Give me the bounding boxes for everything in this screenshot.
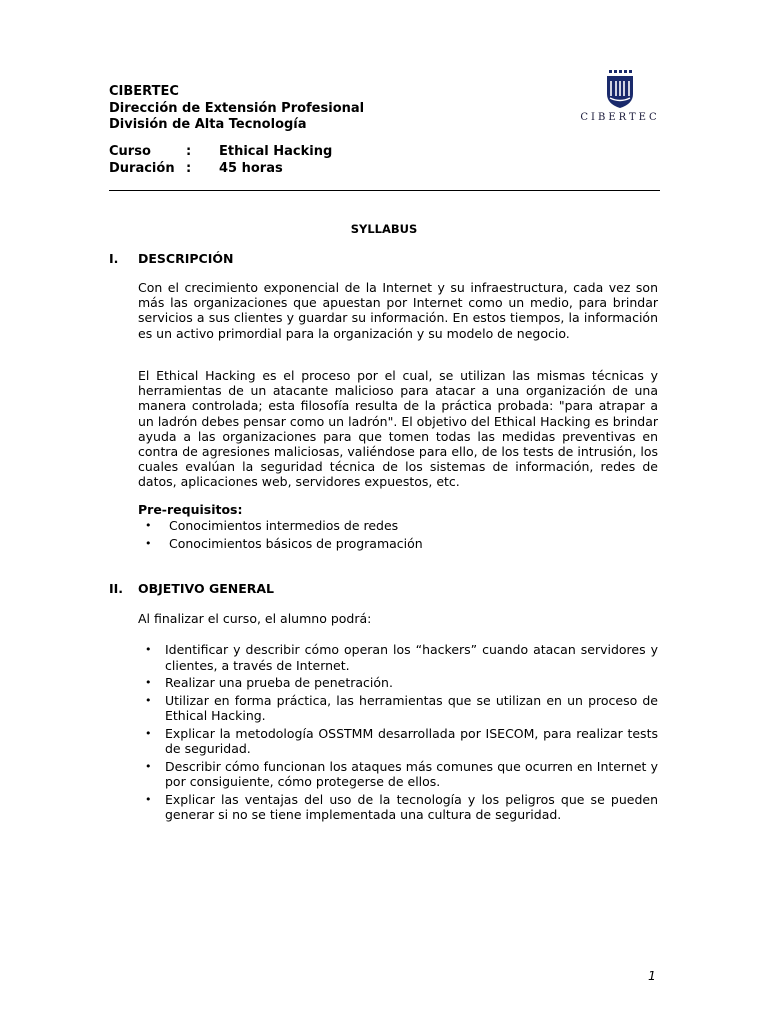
section-number: II. (109, 581, 124, 596)
objective-list (145, 642, 658, 825)
prereq-heading: Pre-requisitos: (138, 502, 243, 517)
list-item-text: Identificar y describir cómo operan los “hackers” cuando atacan servidores y clientes, a través de Internet. (165, 642, 658, 673)
course-value: Ethical Hacking (219, 144, 333, 159)
direction-name: Dirección de Extensión Profesional (109, 100, 365, 116)
bullet-icon: • (145, 759, 152, 773)
division-name: División de Alta Tecnología (109, 117, 307, 132)
bullet-icon: • (145, 676, 152, 689)
logo-wordmark: CIBERTEC (580, 112, 660, 123)
list-item-text: Explicar la metodología OSSTMM desarrollada por ISECOM, para realizar tests de seguridad. (165, 725, 658, 756)
list-item (145, 642, 658, 673)
prereq-list (145, 517, 423, 553)
document-title: SYLLABUS (350, 222, 418, 236)
course-row (109, 144, 332, 161)
duration-value: 45 horas (219, 160, 283, 176)
page-number: 1 (648, 968, 656, 983)
bullet-icon: • (145, 726, 152, 740)
section-heading-objetivo (109, 581, 274, 596)
bullet-icon: • (145, 643, 152, 656)
objective-intro: Al finalizar el curso, el alumno podrá: (138, 611, 372, 626)
list-item-text: Conocimientos básicos de programación (169, 536, 423, 551)
list-item (145, 517, 423, 535)
course-sep: : (186, 144, 192, 159)
list-item-text: Realizar una prueba de penetración. (165, 675, 393, 690)
section-number: I. (109, 251, 119, 266)
list-item (145, 759, 658, 790)
list-item-text: Conocimientos intermedios de redes (169, 518, 399, 533)
bullet-icon: • (145, 693, 152, 707)
duration-key: Duración (109, 160, 175, 176)
shield-crest-icon (605, 70, 635, 108)
list-item (145, 726, 658, 757)
bullet-icon: • (145, 792, 152, 806)
header-divider (109, 190, 660, 191)
course-info (109, 144, 332, 177)
org-name: CIBERTEC (109, 84, 179, 99)
cibertec-logo (578, 70, 662, 123)
bullet-icon: • (145, 519, 152, 532)
description-paragraph: El Ethical Hacking es el proceso por el cual, se utilizan las mismas técnicas y herramientas de un atacante malicioso para atacar a una organización de una manera controlada; esta filosofía resulta de la práctica probada: "para atrapar a un ladrón debes pensar como un ladrón". El objetivo del Ethical Hacking es brindar ayuda a las organizaciones para que tomen todas las medidas preventivas en contra de agresiones maliciosas, valiéndose para ello, de los tests de intrusión, los cuales evalúan la seguridad técnica de los sistemas de información, redes de datos, aplicaciones web, servidores expuestos, etc. (138, 368, 658, 490)
duration-sep: : (186, 160, 192, 176)
list-item (145, 675, 658, 691)
list-item-text: Explicar las ventajas del uso de la tecnología y los peligros que se pueden generar si no se tiene implementada una cultura de seguridad. (165, 791, 658, 822)
section-title: OBJETIVO GENERAL (138, 581, 275, 596)
duration-row (109, 161, 332, 178)
list-item (145, 792, 658, 823)
section-heading-descripcion (109, 251, 233, 266)
list-item (145, 535, 423, 553)
list-item (145, 693, 658, 724)
list-item-text: Utilizar en forma práctica, las herramientas que se utilizan en un proceso de Ethical Hacking. (165, 692, 658, 723)
institution-header (109, 84, 364, 134)
section-title: DESCRIPCIÓN (138, 251, 234, 266)
description-paragraph: Con el crecimiento exponencial de la Internet y su infraestructura, cada vez son más las organizaciones que apuestan por Internet como un medio, para brindar servicios a sus clientes y guardar su información. En estos tiempos, la información es un activo primordial para la organización y su modelo de negocio. (138, 280, 658, 341)
course-key: Curso (109, 144, 151, 159)
list-item-text: Describir cómo funcionan los ataques más comunes que ocurren en Internet y por consiguiente, cómo protegerse de ellos. (165, 758, 658, 789)
bullet-icon: • (145, 537, 152, 550)
